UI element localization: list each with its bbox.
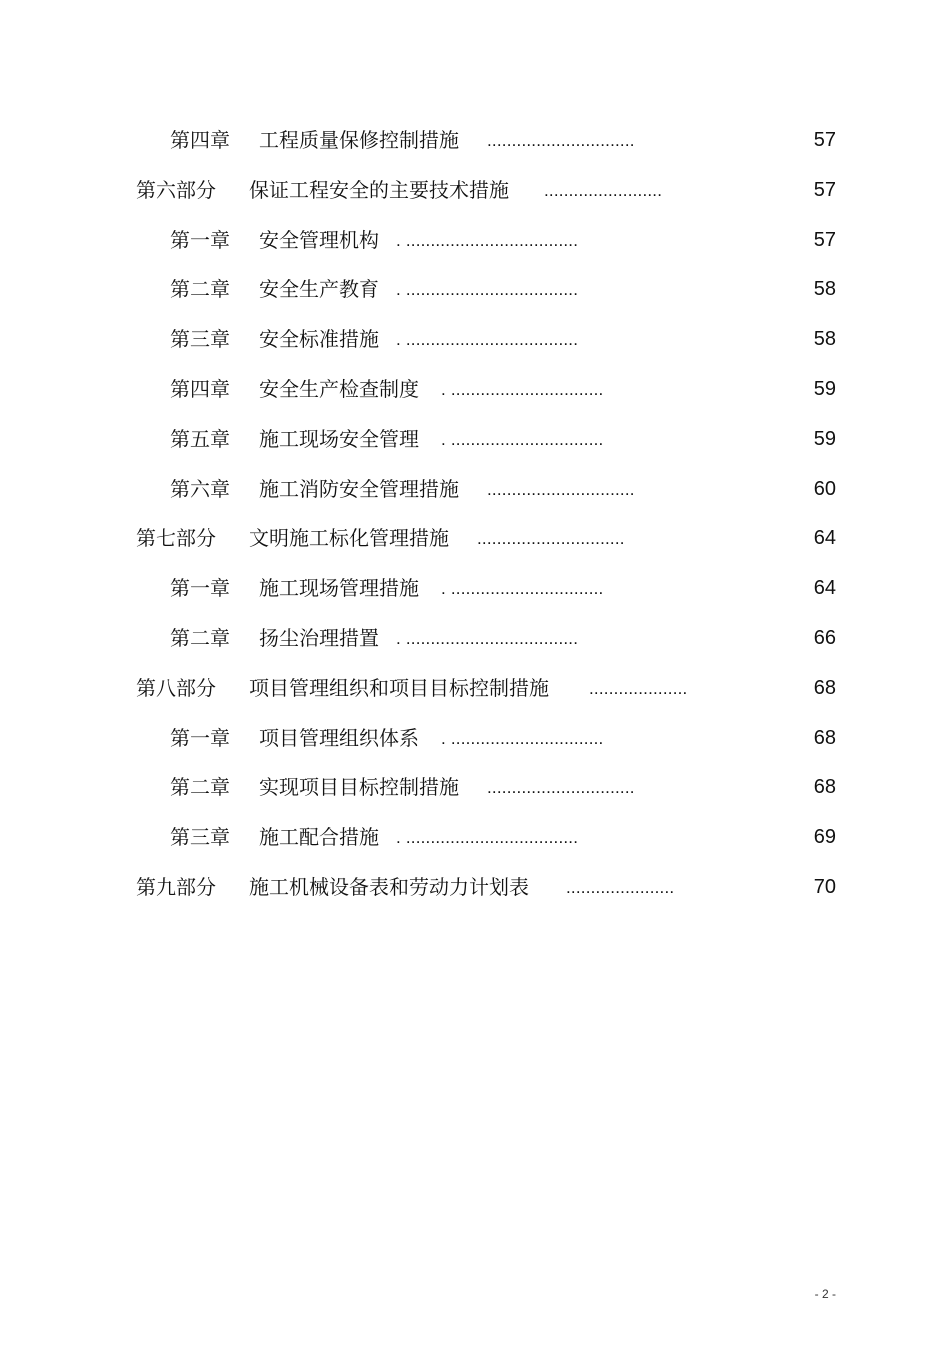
- toc-leader-dots: ..............................: [487, 778, 635, 798]
- toc-entry-number: 第二章: [170, 775, 230, 800]
- toc-entry[interactable]: [0, 166, 950, 216]
- toc-entry-title: 项目管理组织和项目目标控制措施: [249, 675, 549, 700]
- toc-entry-title: 施工现场安全管理: [259, 426, 419, 451]
- toc-entry-number: 第六章: [170, 476, 230, 501]
- toc-leader-dots: ......................: [566, 877, 675, 897]
- toc-entry-number: 第三章: [170, 825, 230, 850]
- toc-entry-number: 第五章: [170, 426, 230, 451]
- toc-entry-number: 第三章: [170, 327, 230, 352]
- toc-entry-title: 安全管理机构: [259, 227, 379, 252]
- toc-entry[interactable]: [0, 863, 950, 913]
- toc-entry[interactable]: [0, 614, 950, 664]
- toc-entry-number: 第九部分: [136, 874, 216, 899]
- toc-entry[interactable]: [0, 365, 950, 415]
- toc-page-number: 68: [813, 726, 836, 749]
- toc-leader-dots: ....................: [589, 678, 688, 698]
- toc-page-number: 59: [813, 377, 836, 400]
- toc-entry-number: 第七部分: [136, 526, 216, 551]
- toc-entry[interactable]: [0, 116, 950, 166]
- toc-entry-title: 保证工程安全的主要技术措施: [249, 177, 509, 202]
- toc-leader-dots: . ...................................: [396, 280, 579, 300]
- toc-entry[interactable]: [0, 564, 950, 614]
- table-of-contents: [0, 116, 950, 913]
- toc-leader-dots: . ...................................: [396, 330, 579, 350]
- toc-entry-title: 施工配合措施: [259, 825, 379, 850]
- toc-page-number: 66: [813, 626, 836, 649]
- toc-entry[interactable]: [0, 514, 950, 564]
- toc-leader-dots: . ...................................: [396, 230, 579, 250]
- toc-leader-dots: ..............................: [487, 131, 635, 150]
- toc-entry[interactable]: [0, 664, 950, 714]
- toc-page-number: 57: [813, 178, 836, 201]
- toc-page-number: 59: [813, 427, 836, 450]
- toc-entry[interactable]: [0, 315, 950, 365]
- toc-entry-title: 扬尘治理措置: [259, 625, 379, 650]
- toc-page-number: 60: [813, 477, 836, 500]
- toc-entry[interactable]: [0, 265, 950, 315]
- toc-leader-dots: . ...............................: [441, 728, 604, 748]
- toc-leader-dots: . ...............................: [441, 429, 604, 449]
- toc-entry-title: 施工机械设备表和劳动力计划表: [249, 874, 529, 899]
- page-footer-number: - 2 -: [814, 1287, 836, 1301]
- toc-leader-dots: ........................: [544, 180, 663, 200]
- toc-entry[interactable]: [0, 415, 950, 465]
- toc-entry-number: 第一章: [170, 725, 230, 750]
- toc-leader-dots: . ...................................: [396, 628, 579, 648]
- toc-leader-dots: ..............................: [487, 479, 635, 499]
- toc-page-number: 64: [813, 527, 836, 550]
- toc-entry-title: 施工现场管理措施: [259, 576, 419, 601]
- toc-entry[interactable]: [0, 714, 950, 764]
- toc-entry-number: 第四章: [170, 128, 230, 152]
- toc-page-number: 70: [813, 875, 836, 898]
- toc-entry-title: 安全标准措施: [259, 327, 379, 352]
- toc-page-number: 57: [813, 228, 836, 251]
- toc-page-number: 58: [813, 328, 836, 351]
- toc-entry-title: 项目管理组织体系: [259, 725, 419, 750]
- toc-leader-dots: . ...............................: [441, 379, 604, 399]
- toc-entry[interactable]: [0, 813, 950, 863]
- toc-leader-dots: . ...............................: [441, 579, 604, 599]
- toc-page-number: 57: [813, 129, 836, 151]
- toc-entry-number: 第八部分: [136, 675, 216, 700]
- toc-leader-dots: ..............................: [477, 529, 625, 549]
- toc-entry[interactable]: [0, 216, 950, 266]
- toc-entry[interactable]: [0, 465, 950, 515]
- toc-entry-title: 安全生产教育: [259, 277, 379, 302]
- toc-entry-number: 第一章: [170, 227, 230, 252]
- toc-entry-title: 施工消防安全管理措施: [259, 476, 459, 501]
- toc-entry[interactable]: [0, 763, 950, 813]
- toc-page-number: 64: [813, 577, 836, 600]
- toc-entry-number: 第二章: [170, 625, 230, 650]
- toc-entry-number: 第六部分: [136, 177, 216, 202]
- toc-entry-number: 第二章: [170, 277, 230, 302]
- toc-entry-number: 第四章: [170, 376, 230, 401]
- toc-entry-number: 第一章: [170, 576, 230, 601]
- toc-entry-title: 文明施工标化管理措施: [249, 526, 449, 551]
- toc-entry-title: 安全生产检查制度: [259, 376, 419, 401]
- toc-entry-title: 工程质量保修控制措施: [259, 128, 459, 152]
- toc-page-number: 69: [813, 826, 836, 849]
- toc-page-number: 68: [813, 676, 836, 699]
- toc-page-number: 58: [813, 278, 836, 301]
- toc-leader-dots: . ...................................: [396, 828, 579, 848]
- toc-entry-title: 实现项目目标控制措施: [259, 775, 459, 800]
- toc-page-number: 68: [813, 776, 836, 799]
